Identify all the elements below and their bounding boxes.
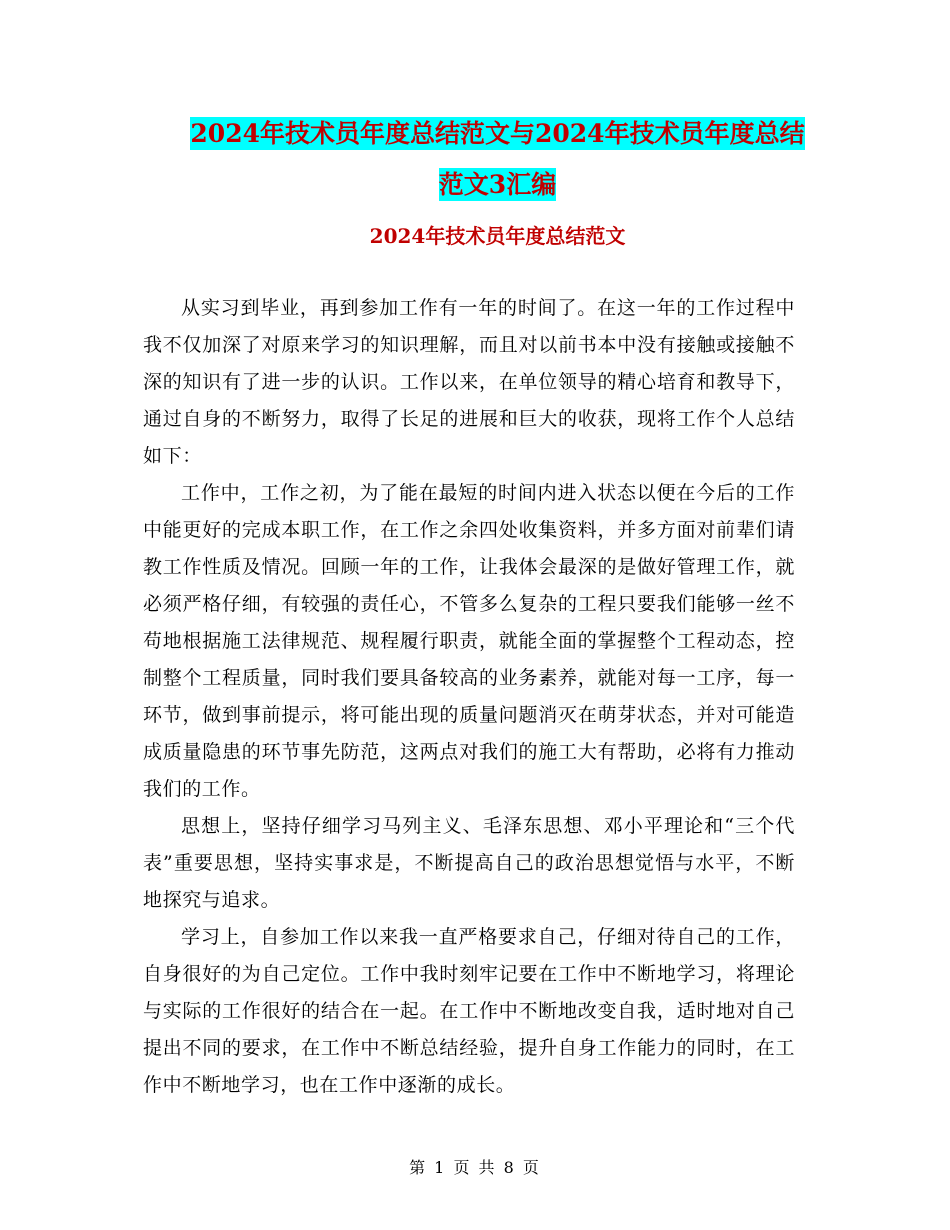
document-body [143, 290, 795, 1104]
paragraph-3: 思想上，坚持仔细学习马列主义、毛泽东思想、邓小平理论和“三个代表”重要思想，坚持实事求是，不断提高自己的政治思想觉悟与水平，不断地探究与追求。 [143, 815, 795, 911]
paragraph-2: 工作中，工作之初，为了能在最短的时间内进入状态以便在今后的工作中能更好的完成本职工作，在工作之余四处收集资料，并多方面对前辈们请教工作性质及情况。回顾一年的工作，让我体会最深的是做好管理工作，就必须严格仔细，有较强的责任心，不管多么复杂的工程只要我们能够一丝不苟地根据施工法律规范、规程履行职责，就能全面的掌握整个工程动态，控制整个工程质量，同时我们要具备较高的业务素养，就能对每一工序，每一环节，做到事前提示，将可能出现的质量问题消灭在萌芽状态，并对可能造成质量隐患的环节事先防范，这两点对我们的施工大有帮助，必将有力推动我们的工作。 [143, 482, 795, 800]
paragraph-1: 从实习到毕业，再到参加工作有一年的时间了。在这一年的工作过程中我不仅加深了对原来学习的知识理解，而且对以前书本中没有接触或接触不深的知识有了进一步的认识。工作以来，在单位领导的精心培育和教导下，通过自身的不断努力，取得了长足的进展和巨大的收获，现将工作个人总结如下： [143, 297, 795, 467]
section-title: 2024年技术员年度总结范文 [369, 224, 626, 248]
document-title-line2: 范文3汇编 [438, 170, 557, 199]
paragraph-4: 学习上，自参加工作以来我一直严格要求自己，仔细对待自己的工作，自身很好的为自己定位。工作中我时刻牢记要在工作中不断地学习，将理论与实际的工作很好的结合在一起。在工作中不断地改变自我，适时地对自己提出不同的要求，在工作中不断总结经验，提升自身工作能力的同时，在工作中不断地学习，也在工作中逐渐的成长。 [143, 926, 795, 1096]
document-title-line1: 2024年技术员年度总结范文与2024年技术员年度总结 [190, 119, 805, 148]
page-footer: 第 1 页 共 8 页 [409, 1158, 541, 1177]
document-title [140, 108, 855, 210]
